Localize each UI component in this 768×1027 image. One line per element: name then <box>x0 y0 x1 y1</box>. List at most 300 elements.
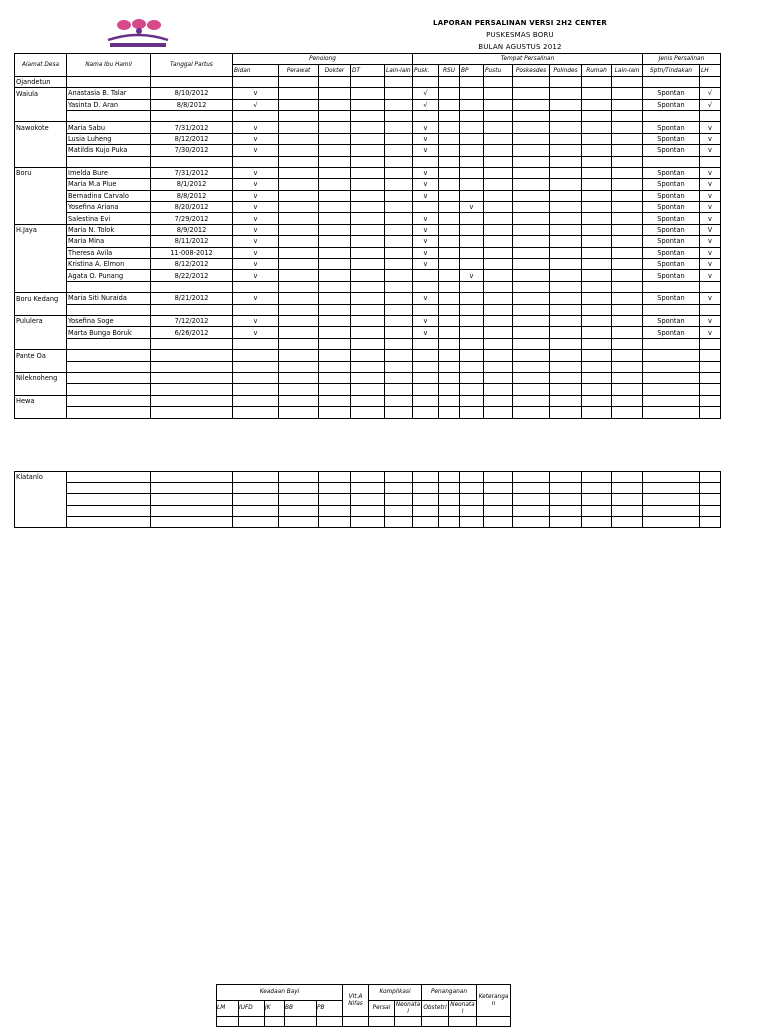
bp-mark <box>460 361 484 372</box>
lh-mark <box>700 338 721 349</box>
empty-cell <box>484 471 513 482</box>
empty-cell <box>513 418 550 471</box>
pusk-mark: v <box>413 133 439 144</box>
empty-cell <box>279 247 319 258</box>
empty-cell <box>385 327 413 338</box>
empty-cell <box>550 88 582 99</box>
empty-cell <box>484 156 513 167</box>
lh-mark: √ <box>700 99 721 110</box>
lh-mark: v <box>700 213 721 224</box>
bidan-mark: v <box>233 190 279 201</box>
empty-cell <box>582 122 612 133</box>
bidan-mark: v <box>233 167 279 178</box>
empty-cell <box>385 110 413 121</box>
empty-cell <box>279 179 319 190</box>
nama-ibu-cell: Yosefina Soge <box>67 315 151 326</box>
jenis-persalinan-cell <box>643 110 700 121</box>
lh-mark <box>700 361 721 372</box>
empty-cell <box>279 471 319 482</box>
empty-cell <box>700 482 721 493</box>
nama-ibu-cell: Maria Sabu <box>67 122 151 133</box>
empty-cell <box>279 281 319 292</box>
lh-mark <box>700 372 721 383</box>
empty-cell <box>582 327 612 338</box>
empty-cell <box>612 361 643 372</box>
nama-ibu-cell <box>67 156 151 167</box>
table-row <box>15 482 721 493</box>
table-row <box>15 213 721 224</box>
header-poskesdes: Poskesdes <box>513 65 550 76</box>
empty-cell <box>582 156 612 167</box>
empty-cell <box>643 471 700 482</box>
nama-ibu-cell <box>67 407 151 418</box>
empty-cell <box>285 1017 317 1027</box>
jenis-persalinan-cell <box>643 281 700 292</box>
nama-ibu-cell <box>67 372 151 383</box>
empty-cell <box>151 418 233 471</box>
empty-cell <box>484 350 513 361</box>
empty-cell <box>484 304 513 315</box>
bidan-mark: v <box>233 327 279 338</box>
empty-cell <box>279 361 319 372</box>
empty-cell <box>279 76 319 87</box>
empty-cell <box>643 494 700 505</box>
empty-cell <box>582 517 612 528</box>
header-tempat-persalinan: Tempat Persalinan <box>413 54 643 65</box>
empty-cell <box>319 384 351 395</box>
empty-cell <box>439 190 460 201</box>
empty-cell <box>582 247 612 258</box>
tanggal-partus-cell <box>151 407 233 418</box>
alamat-desa-cell <box>15 259 67 270</box>
empty-cell <box>550 482 582 493</box>
empty-cell <box>582 384 612 395</box>
empty-cell <box>550 213 582 224</box>
empty-cell <box>484 110 513 121</box>
tanggal-partus-cell: 8/11/2012 <box>151 236 233 247</box>
empty-cell <box>484 315 513 326</box>
empty-cell <box>460 517 484 528</box>
empty-cell <box>513 179 550 190</box>
empty-cell <box>385 99 413 110</box>
empty-cell <box>550 202 582 213</box>
empty-cell <box>550 110 582 121</box>
empty-cell <box>439 213 460 224</box>
tanggal-partus-cell: 8/10/2012 <box>151 88 233 99</box>
pusk-mark <box>413 338 439 349</box>
pusk-mark: v <box>413 236 439 247</box>
empty-cell <box>612 236 643 247</box>
empty-cell <box>550 270 582 281</box>
lh-mark <box>700 281 721 292</box>
table-row <box>15 179 721 190</box>
empty-cell <box>612 293 643 304</box>
alamat-desa-cell <box>15 99 67 110</box>
tanggal-partus-cell <box>151 281 233 292</box>
empty-cell <box>279 327 319 338</box>
empty-cell <box>351 236 385 247</box>
empty-cell <box>351 270 385 281</box>
empty-cell <box>513 145 550 156</box>
bp-mark <box>460 327 484 338</box>
empty-cell <box>279 224 319 235</box>
nama-ibu-cell: Yasinta D. Aran <box>67 99 151 110</box>
alamat-desa-cell <box>15 190 67 201</box>
lh-mark: v <box>700 315 721 326</box>
alamat-desa-cell: Waiula <box>15 88 67 99</box>
empty-cell <box>385 236 413 247</box>
nama-ibu-cell: Salestina Evi <box>67 213 151 224</box>
alamat-desa-cell: Nawokote <box>15 122 67 133</box>
alamat-desa-cell <box>15 236 67 247</box>
empty-cell <box>582 407 612 418</box>
header-bidan: Bidan <box>233 65 279 76</box>
alamat-desa-cell <box>15 384 67 395</box>
empty-cell <box>351 407 385 418</box>
jenis-persalinan-cell: Spontan <box>643 202 700 213</box>
empty-cell <box>513 190 550 201</box>
empty-cell <box>319 293 351 304</box>
bidan-mark: v <box>233 259 279 270</box>
empty-cell <box>513 76 550 87</box>
empty-cell <box>439 361 460 372</box>
pusk-mark <box>413 76 439 87</box>
empty-cell <box>67 505 151 516</box>
empty-cell <box>550 372 582 383</box>
alamat-desa-cell: Pululera <box>15 315 67 326</box>
table-row <box>15 145 721 156</box>
empty-cell <box>513 270 550 281</box>
empty-cell <box>385 315 413 326</box>
empty-cell <box>319 338 351 349</box>
empty-cell <box>351 145 385 156</box>
empty-cell <box>279 517 319 528</box>
empty-cell <box>351 110 385 121</box>
lh-mark: v <box>700 145 721 156</box>
alamat-desa-cell <box>15 156 67 167</box>
alamat-desa-cell <box>15 407 67 418</box>
empty-cell <box>319 76 351 87</box>
empty-cell <box>385 384 413 395</box>
empty-cell <box>439 304 460 315</box>
pusk-mark: v <box>413 224 439 235</box>
empty-cell <box>319 247 351 258</box>
empty-cell <box>582 190 612 201</box>
empty-cell <box>279 190 319 201</box>
pusk-mark <box>413 270 439 281</box>
jenis-persalinan-cell <box>643 338 700 349</box>
empty-cell <box>484 384 513 395</box>
empty-cell <box>351 179 385 190</box>
bidan-mark <box>233 110 279 121</box>
empty-cell <box>700 494 721 505</box>
empty-cell <box>279 202 319 213</box>
empty-cell <box>439 247 460 258</box>
empty-cell <box>385 145 413 156</box>
header-lain-lain-tempat: Lain-lain <box>612 65 643 76</box>
empty-cell <box>351 88 385 99</box>
bp-mark <box>460 76 484 87</box>
header-jk: JK <box>265 1001 285 1017</box>
bp-mark <box>460 338 484 349</box>
alamat-desa-cell <box>15 247 67 258</box>
bidan-mark <box>233 156 279 167</box>
empty-cell <box>385 482 413 493</box>
empty-cell <box>67 494 151 505</box>
empty-cell <box>233 505 279 516</box>
empty-cell <box>700 471 721 482</box>
bidan-mark: v <box>233 88 279 99</box>
empty-cell <box>484 407 513 418</box>
header-sptn-tindakan: Sptn/Tindakan <box>643 65 700 76</box>
empty-cell <box>319 304 351 315</box>
table-row <box>15 202 721 213</box>
empty-cell <box>582 202 612 213</box>
empty-cell <box>612 407 643 418</box>
empty-cell <box>439 315 460 326</box>
empty-cell <box>612 88 643 99</box>
jenis-persalinan-cell: Spontan <box>643 315 700 326</box>
nama-ibu-cell: Lusia Luheng <box>67 133 151 144</box>
empty-cell <box>460 505 484 516</box>
empty-cell <box>279 418 319 471</box>
table-row <box>15 384 721 395</box>
empty-cell <box>319 213 351 224</box>
empty-cell <box>279 372 319 383</box>
empty-cell <box>612 315 643 326</box>
tanggal-partus-cell <box>151 361 233 372</box>
empty-cell <box>582 236 612 247</box>
empty-cell <box>351 338 385 349</box>
empty-cell <box>484 224 513 235</box>
tanggal-partus-cell: 7/29/2012 <box>151 213 233 224</box>
alamat-desa-cell <box>15 327 67 338</box>
empty-cell <box>582 270 612 281</box>
empty-cell <box>319 110 351 121</box>
empty-cell <box>643 418 700 471</box>
table-row <box>15 315 721 326</box>
tanggal-partus-cell <box>151 338 233 349</box>
header-lm: LM <box>217 1001 239 1017</box>
empty-cell <box>319 259 351 270</box>
bp-mark <box>460 315 484 326</box>
tanggal-partus-cell <box>151 156 233 167</box>
nama-ibu-cell: Maria Mina <box>67 236 151 247</box>
table-gap <box>15 418 721 471</box>
empty-cell <box>460 471 484 482</box>
lh-mark: v <box>700 270 721 281</box>
empty-cell <box>582 372 612 383</box>
bidan-mark: v <box>233 202 279 213</box>
empty-cell <box>484 494 513 505</box>
table-row <box>15 517 721 528</box>
lh-mark <box>700 156 721 167</box>
jenis-persalinan-cell: Spontan <box>643 145 700 156</box>
header-pb: PB <box>317 1001 343 1017</box>
empty-cell <box>484 190 513 201</box>
empty-cell <box>233 482 279 493</box>
table-row <box>15 122 721 133</box>
empty-cell <box>351 190 385 201</box>
empty-cell <box>279 133 319 144</box>
tanggal-partus-cell: 7/31/2012 <box>151 167 233 178</box>
nama-ibu-cell: Maria N. Tolok <box>67 224 151 235</box>
empty-cell <box>319 179 351 190</box>
pusk-mark: √ <box>413 88 439 99</box>
empty-cell <box>279 293 319 304</box>
table-row <box>15 293 721 304</box>
table-row <box>15 361 721 372</box>
puskesmas-logo <box>104 18 172 50</box>
empty-cell <box>484 88 513 99</box>
empty-cell <box>484 76 513 87</box>
empty-cell <box>351 259 385 270</box>
bp-mark <box>460 145 484 156</box>
empty-cell <box>351 505 385 516</box>
empty-cell <box>550 76 582 87</box>
empty-cell <box>439 122 460 133</box>
empty-cell <box>612 471 643 482</box>
empty-cell <box>513 133 550 144</box>
empty-cell <box>582 350 612 361</box>
empty-cell <box>351 133 385 144</box>
pusk-mark: v <box>413 259 439 270</box>
empty-cell <box>343 1017 369 1027</box>
empty-cell <box>351 99 385 110</box>
empty-cell <box>385 213 413 224</box>
empty-cell <box>319 167 351 178</box>
bp-mark <box>460 167 484 178</box>
table-row <box>15 156 721 167</box>
empty-cell <box>385 88 413 99</box>
empty-cell <box>319 407 351 418</box>
lh-mark <box>700 76 721 87</box>
bidan-mark <box>233 76 279 87</box>
empty-cell <box>513 407 550 418</box>
bidan-mark <box>233 372 279 383</box>
empty-cell <box>351 76 385 87</box>
bp-mark <box>460 133 484 144</box>
empty-cell <box>513 327 550 338</box>
empty-cell <box>351 471 385 482</box>
bidan-mark: v <box>233 315 279 326</box>
empty-cell <box>550 384 582 395</box>
empty-cell <box>612 213 643 224</box>
empty-cell <box>279 122 319 133</box>
empty-cell <box>612 133 643 144</box>
tanggal-partus-cell: 8/8/2012 <box>151 190 233 201</box>
jenis-persalinan-cell: Spontan <box>643 259 700 270</box>
alamat-desa-cell <box>15 270 67 281</box>
empty-cell <box>582 361 612 372</box>
table-row <box>15 236 721 247</box>
header-tanggal-partus: Tanggal Partus <box>151 54 233 77</box>
empty-cell <box>351 293 385 304</box>
bidan-mark: v <box>233 270 279 281</box>
empty-cell <box>439 88 460 99</box>
pusk-mark <box>413 156 439 167</box>
empty-cell <box>550 259 582 270</box>
empty-cell <box>217 1017 239 1027</box>
empty-cell <box>582 505 612 516</box>
empty-cell <box>319 145 351 156</box>
empty-cell <box>582 494 612 505</box>
empty-cell <box>319 88 351 99</box>
jenis-persalinan-cell <box>643 407 700 418</box>
empty-cell <box>385 167 413 178</box>
empty-cell <box>484 505 513 516</box>
table-row <box>15 505 721 516</box>
empty-cell <box>351 315 385 326</box>
empty-cell <box>385 517 413 528</box>
alamat-desa-cell: Klatanlo <box>15 471 67 482</box>
pusk-mark: v <box>413 179 439 190</box>
empty-cell <box>612 338 643 349</box>
empty-cell <box>351 361 385 372</box>
empty-cell <box>279 505 319 516</box>
empty-cell <box>612 156 643 167</box>
bidan-mark <box>233 384 279 395</box>
empty-cell <box>513 315 550 326</box>
empty-cell <box>612 190 643 201</box>
empty-cell <box>385 179 413 190</box>
empty-cell <box>513 167 550 178</box>
empty-cell <box>550 327 582 338</box>
empty-cell <box>550 361 582 372</box>
tanggal-partus-cell: 8/22/2012 <box>151 270 233 281</box>
empty-cell <box>582 482 612 493</box>
empty-cell <box>612 167 643 178</box>
empty-cell <box>550 471 582 482</box>
jenis-persalinan-cell: Spontan <box>643 327 700 338</box>
empty-cell <box>395 1017 422 1027</box>
table-row <box>15 270 721 281</box>
table-row <box>15 327 721 338</box>
bidan-mark: v <box>233 224 279 235</box>
bp-mark <box>460 372 484 383</box>
empty-cell <box>612 270 643 281</box>
lh-mark: √ <box>700 88 721 99</box>
empty-cell <box>279 145 319 156</box>
header-pustu: Pustu <box>484 65 513 76</box>
header-lh: LH <box>700 65 721 76</box>
pusk-mark: v <box>413 213 439 224</box>
empty-cell <box>439 270 460 281</box>
empty-cell <box>279 270 319 281</box>
empty-cell <box>513 338 550 349</box>
nama-ibu-cell: Theresa Avila <box>67 247 151 258</box>
empty-cell <box>439 224 460 235</box>
empty-cell <box>612 76 643 87</box>
lh-mark: v <box>700 236 721 247</box>
empty-cell <box>279 350 319 361</box>
empty-cell <box>513 224 550 235</box>
bidan-mark <box>233 281 279 292</box>
lh-mark <box>700 350 721 361</box>
empty-cell <box>513 247 550 258</box>
empty-cell <box>279 88 319 99</box>
empty-cell <box>612 494 643 505</box>
empty-cell <box>319 350 351 361</box>
table-row <box>15 395 721 406</box>
empty-cell <box>67 471 151 482</box>
empty-cell <box>351 327 385 338</box>
header-keadaan-bayi: Keadaan Bayi <box>217 985 343 1001</box>
table-row <box>15 133 721 144</box>
bp-mark <box>460 247 484 258</box>
empty-cell <box>319 315 351 326</box>
bp-mark <box>460 213 484 224</box>
